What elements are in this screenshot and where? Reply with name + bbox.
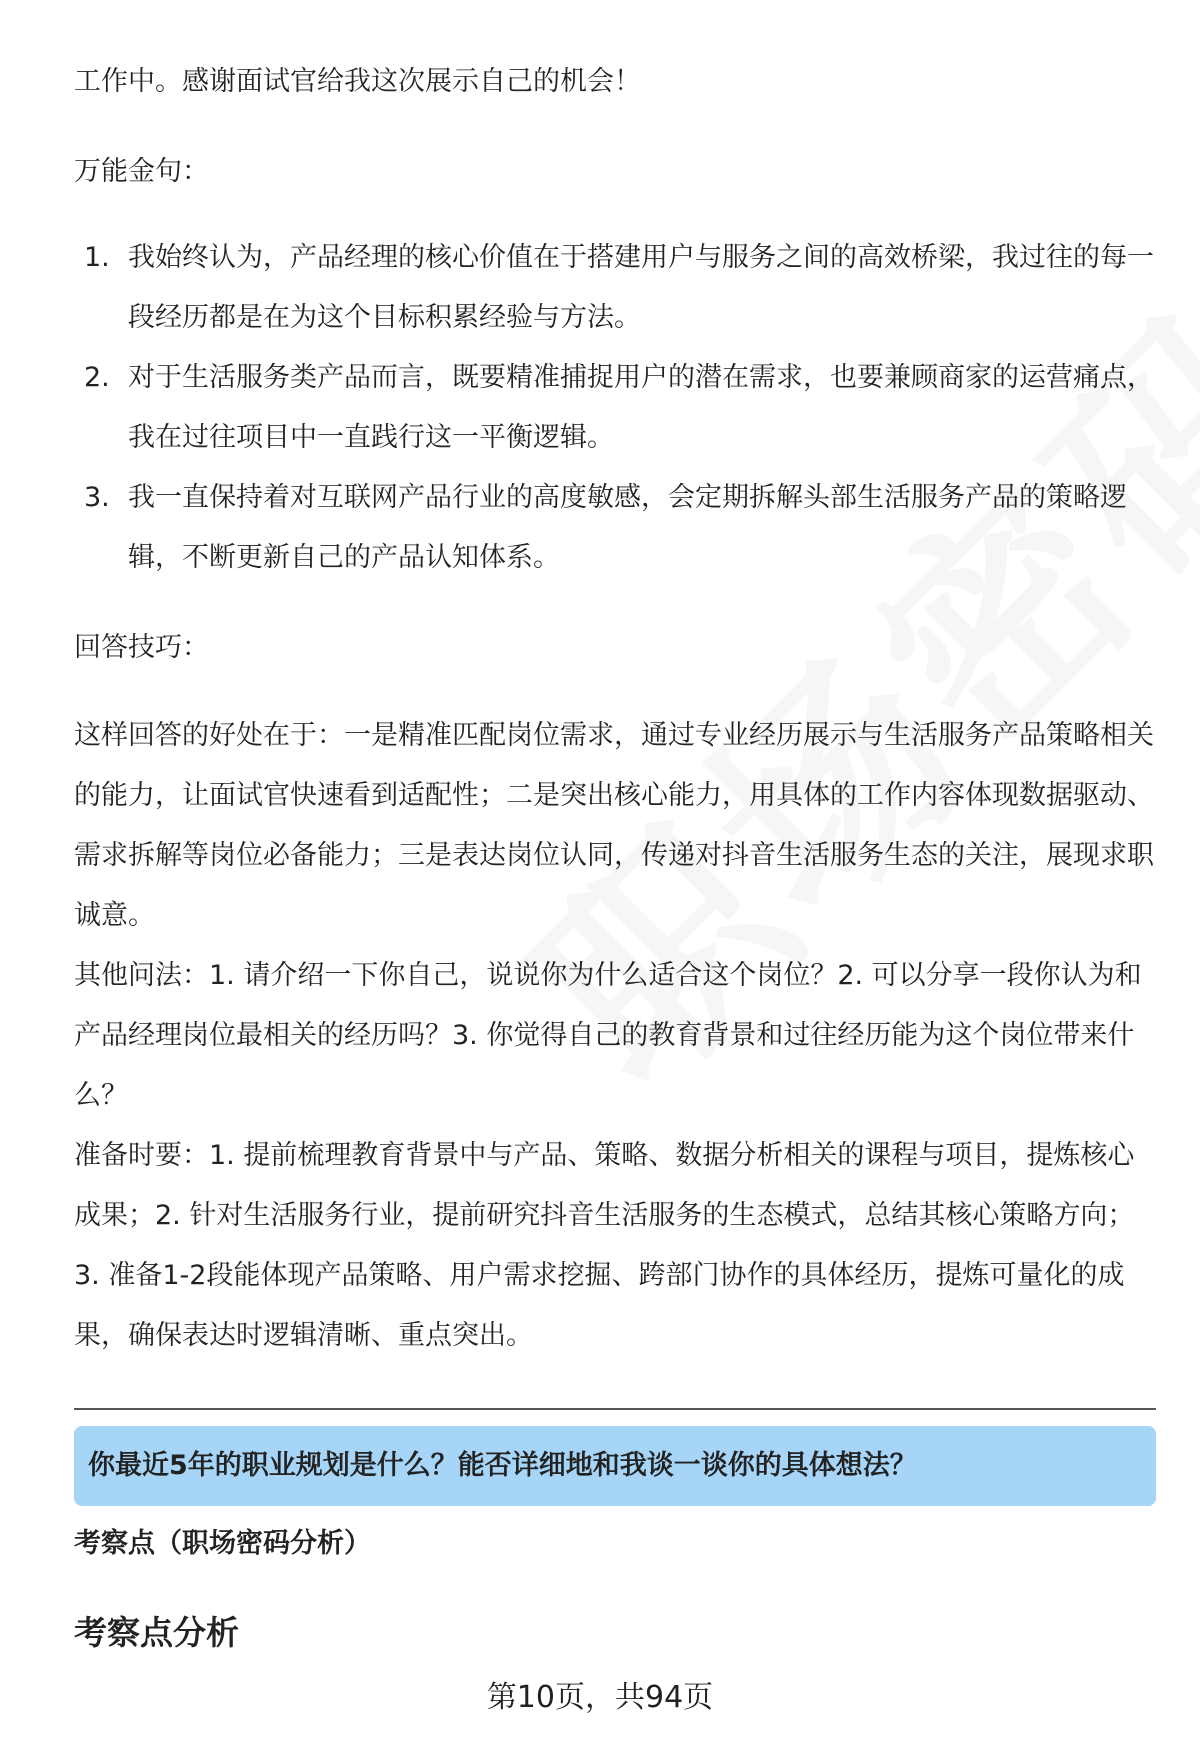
question-text: 你最近5年的职业规划是什么？能否详细地和我谈一谈你的具体想法？ xyxy=(88,1450,917,1481)
list-item-text: 我一直保持着对互联网产品行业的高度敏感，会定期拆解头部生活服务产品的策略逻辑，不断更新自己的产品认知体系。 xyxy=(128,482,1127,573)
question-banner xyxy=(74,1426,1156,1506)
list-item xyxy=(74,348,1154,468)
subheading-analysis: 考察点分析 xyxy=(74,1613,239,1652)
list-item-number: 2. xyxy=(84,362,110,393)
preparation-paragraph: 准备时要：1. 提前梳理教育背景中与产品、策略、数据分析相关的课程与项目，提炼核心成果；2. 针对生活服务行业，提前研究抖音生活服务的生态模式，总结其核心策略方向；3. 准备1-2段能体现产品策略、用户需求挖掘、跨部门协作的具体经历，提炼可量化的成果，确保表达时逻辑清晰、重点突出。 xyxy=(74,1140,1135,1351)
list-item-text: 对于生活服务类产品而言，既要精准捕捉用户的潜在需求，也要兼顾商家的运营痛点，我在过往项目中一直践行这一平衡逻辑。 xyxy=(128,362,1154,453)
list-item-text: 我始终认为，产品经理的核心价值在于搭建用户与服务之间的高效桥梁，我过往的每一段经历都是在为这个目标积累经验与方法。 xyxy=(128,242,1154,333)
tips-label: 回答技巧： xyxy=(74,632,209,663)
other-questions-paragraph: 其他问法：1. 请介绍一下你自己，说说你为什么适合这个岗位？2. 可以分享一段你认为和产品经理岗位最相关的经历吗？3. 你觉得自己的教育背景和过往经历能为这个岗位带来什么？ xyxy=(74,960,1142,1111)
tips-body xyxy=(74,706,1154,1366)
list-item-number: 1. xyxy=(84,242,110,273)
golden-sentences-label: 万能金句： xyxy=(74,156,209,187)
golden-sentences-list xyxy=(74,228,1154,588)
list-item xyxy=(74,468,1154,588)
intro-tail-text: 工作中。感谢面试官给我这次展示自己的机会！ xyxy=(74,66,641,97)
subheading-exam-points: 考察点（职场密码分析） xyxy=(74,1528,371,1559)
page-number: 第10页，共94页 xyxy=(486,1680,714,1715)
section-divider xyxy=(74,1408,1156,1410)
list-item xyxy=(74,228,1154,348)
benefit-paragraph: 这样回答的好处在于：一是精准匹配岗位需求，通过专业经历展示与生活服务产品策略相关的能力，让面试官快速看到适配性；二是突出核心能力，用具体的工作内容体现数据驱动、需求拆解等岗位必备能力；三是表达岗位认同，传递对抖音生活服务生态的关注，展现求职诚意。 xyxy=(74,720,1154,931)
list-item-number: 3. xyxy=(84,482,110,513)
